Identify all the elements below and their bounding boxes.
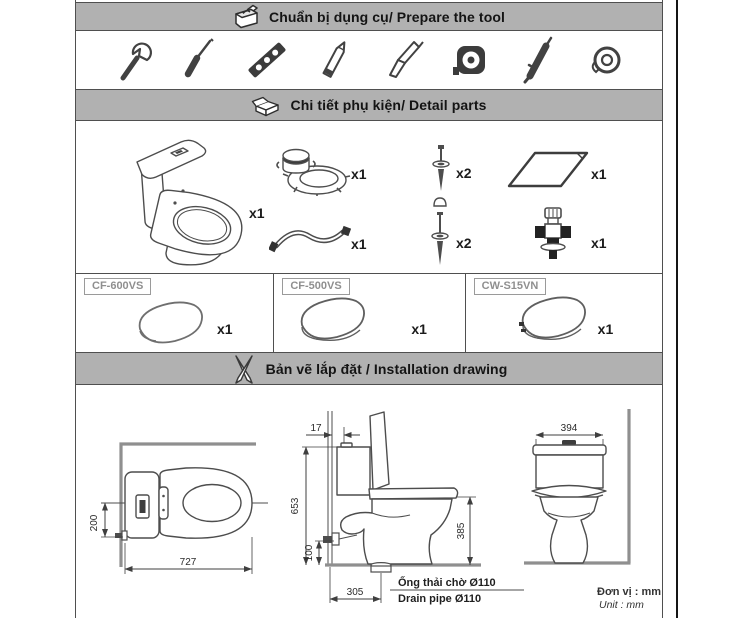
top-view-drawing xyxy=(89,444,268,574)
thread-seal-tape-icon xyxy=(584,36,628,84)
dim-17-label: 17 xyxy=(310,423,322,434)
dim-727-label: 727 xyxy=(179,557,197,568)
qty-gasket-sheet: x1 xyxy=(591,166,607,182)
detail-parts-area xyxy=(76,121,662,273)
one-piece-toilet-part xyxy=(119,129,245,267)
spirit-level-icon xyxy=(245,36,289,84)
drain-note-en: Drain pipe Ø110 xyxy=(398,593,482,605)
toolbox-icon xyxy=(233,4,260,29)
side-view-drawing xyxy=(290,411,524,605)
dim-100-label: 100 xyxy=(304,544,315,562)
model-label: CF-500VS xyxy=(282,278,349,295)
seat-lid-cws15vn xyxy=(513,292,593,348)
drain-socket-part xyxy=(271,142,351,196)
dim-385-label: 385 xyxy=(456,522,467,540)
qty-drain-socket: x1 xyxy=(351,166,367,182)
crossed-pencils-icon xyxy=(231,354,257,384)
tools-row xyxy=(76,31,662,89)
qty-seat-cws15vn: x1 xyxy=(597,321,614,337)
installation-drawing-svg xyxy=(76,385,664,618)
seat-option-cf600vs xyxy=(76,274,273,352)
installation-drawing-area xyxy=(76,385,662,618)
seat-options-row xyxy=(76,273,662,352)
qty-supply-hose: x1 xyxy=(351,236,367,252)
drill-icon xyxy=(381,36,425,84)
unit-note-vi: Đơn vị : mm xyxy=(597,586,662,598)
tape-measure-icon xyxy=(449,36,493,84)
content-frame xyxy=(75,0,663,618)
qty-seat-cf500vs: x1 xyxy=(411,321,427,337)
qty-fixing-screw: x2 xyxy=(456,165,472,181)
page-edge-line xyxy=(676,0,678,618)
screwdriver-icon xyxy=(178,36,222,84)
seat-option-cws15vn xyxy=(465,274,662,352)
section-header-detail-parts xyxy=(76,89,662,121)
section-title-drawing: Bản vẽ lắp đặt / Installation drawing xyxy=(265,360,508,377)
seat-option-cf500vs xyxy=(273,274,464,352)
section-header-prepare-tool xyxy=(76,2,662,31)
dim-653-label: 653 xyxy=(290,497,301,515)
qty-toilet: x1 xyxy=(249,205,265,221)
dim-305-label: 305 xyxy=(346,587,364,598)
seat-lid-cf500vs xyxy=(294,294,370,348)
section-title-prepare: Chuẩn bị dụng cụ/ Prepare the tool xyxy=(269,8,505,25)
section-title-parts: Chi tiết phụ kiện/ Detail parts xyxy=(290,97,487,113)
section-header-installation-drawing xyxy=(76,352,662,385)
dim-394-label: 394 xyxy=(560,423,578,434)
qty-cap-bolt: x2 xyxy=(456,235,472,251)
angle-valve-part xyxy=(533,206,573,262)
supply-hose-part xyxy=(269,222,351,254)
fixing-screw-part xyxy=(430,144,452,194)
drain-note-vi: Ống thải chờ Ø110 xyxy=(398,577,496,589)
dim-200-label: 200 xyxy=(89,514,100,532)
qty-seat-cf600vs: x1 xyxy=(217,321,233,337)
pencil-icon xyxy=(313,36,357,84)
caulk-gun-icon xyxy=(516,36,560,84)
front-view-drawing xyxy=(524,409,661,611)
seat-lid-cf600vs xyxy=(132,296,208,348)
gasket-sheet-part xyxy=(505,148,591,190)
model-label: CW-S15VN xyxy=(474,278,547,295)
open-box-icon xyxy=(251,93,281,117)
model-label: CF-600VS xyxy=(84,278,151,295)
qty-angle-valve: x1 xyxy=(591,235,607,251)
adjustable-wrench-icon xyxy=(110,36,154,84)
cap-bolt-part xyxy=(428,197,452,267)
unit-note-en: Unit : mm xyxy=(599,599,644,611)
